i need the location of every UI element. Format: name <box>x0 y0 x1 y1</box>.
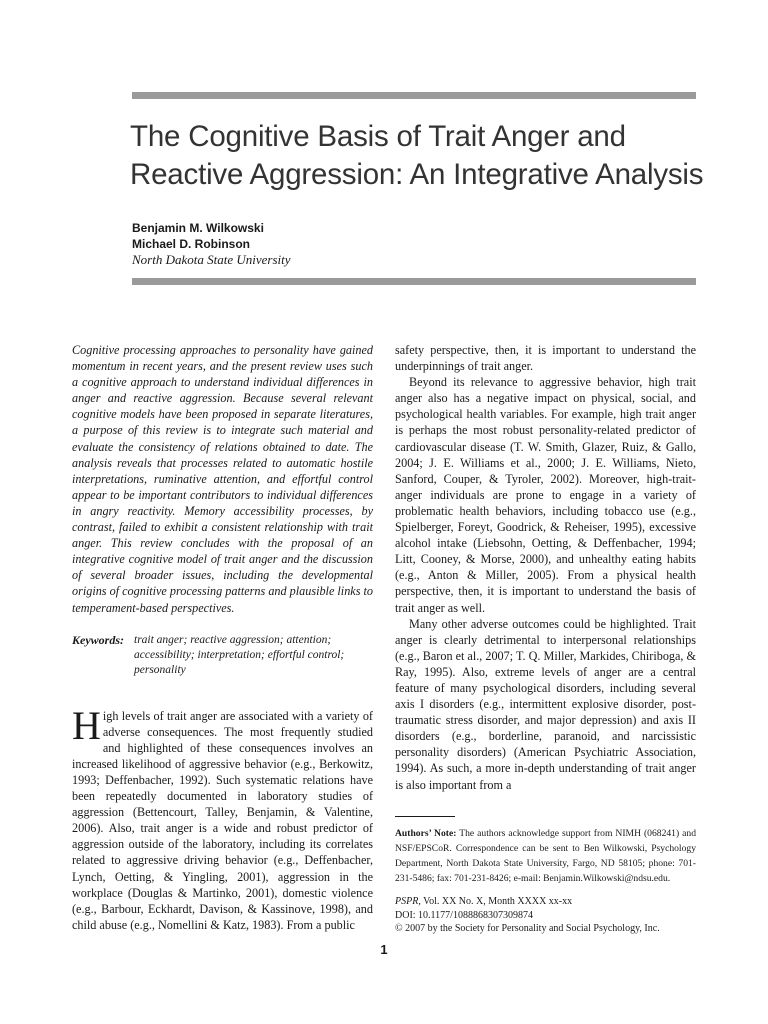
author-block <box>132 220 291 268</box>
author-name: Benjamin M. Wilkowski <box>132 221 264 235</box>
authors-note-label: Authors’ Note: <box>395 827 457 839</box>
page-number: 1 <box>380 942 388 957</box>
journal-volume: , Vol. XX No. X, Month XXXX xx-xx <box>418 896 573 908</box>
intro-text: igh levels of trait anger are associated with a variety of adverse consequences. The most frequently studied and highlighted of these consequences involves an increased likelihood of aggressive behavior (e.g., Berkowitz, 1993; Deffenbacher, 1992). Such systematic relations have been repeatedly documented in laboratory studies of aggression (Bettencourt, Talley, Benjamin, & Valentine, 2006). Also, trait anger is a wide and robust predictor of aggression outside of the laboratory, including its correlates related to aggressive driving behavior (e.g., Deffenbacher, Lynch, Oetting, & Yingling, 2001), aggression in the workplace (Douglas & Martinko, 2001), domestic violence (e.g., Barbour, Eckhardt, Davison, & Kassinove, 1998), and child abuse (e.g., Nomellini & Katz, 1983). From a public <box>72 708 373 932</box>
right-column <box>395 342 696 936</box>
top-rule <box>132 92 696 99</box>
affiliation: North Dakota State University <box>132 252 291 267</box>
abstract: Cognitive processing approaches to personality have gained momentum in recent years, and the present review uses such a cognitive approach to understand individual differences in anger and reactive aggression. Because several relevant cognitive models have been proposed in separate literatures, a purpose of this review is to integrate such material and evaluate the consistency of relations obtained to date. The analysis reveals that processes related to automatic hostile interpretations, ruminative attention, and effortful control appear to be important contributors to individual differences in angry reactivity. Memory accessibility processes, by contrast, failed to exhibit a consistent relationship with trait anger. This review concludes with the proposal of an integrative cognitive model of trait anger and the discussion of several broader issues, including the developmental origins of cognitive processing patterns and plausible links to temperament-based perspectives. <box>72 343 373 615</box>
keywords-list: trait anger; reactive aggression; attention; accessibility; interpretation; effortful control; personality <box>134 633 345 676</box>
publication-info <box>395 895 696 936</box>
authors-note <box>395 826 696 887</box>
keywords-label: Keywords: <box>72 632 124 647</box>
body-paragraph: Beyond its relevance to aggressive behavior, high trait anger also has a negative impact on physical, social, and psychological health variables. For example, high trait anger is perhaps the most robust personality-related predictor of cardiovascular disease (T. W. Smith, Glazer, Ruiz, & Gallo, 2004; J. E. Williams et al., 2000; J. E. Williams, Nieto, Sanford, Couper, & Tyroler, 2002). Moreover, high-trait-anger individuals are prone to engage in a variety of problematic health behaviors, including tobacco use (e.g., Spielberger, Foreyt, Goodrick, & Reheiser, 1995), excessive alcohol intake (Liebsohn, Oetting, & Deffenbacher, 1994; Litt, Cooney, & Morse, 2000), and unhealthy eating habits (e.g., Anton & Miller, 2005). From a physical health perspective, then, it is important to understand the basis of trait anger as well. <box>395 375 696 615</box>
copyright: © 2007 by the Society for Personality and Social Psychology, Inc. <box>395 923 660 935</box>
body-paragraph: Many other adverse outcomes could be highlighted. Trait anger is clearly detrimental to interpersonal relationships (e.g., Baron et al., 2007; T. Q. Miller, Markides, Chiriboga, & Ray, 1995). Also, extreme levels of anger are a central feature of many psychological disorders, including several axis I disorders (e.g., intermittent explosive disorder, post-traumatic stress disorder, and major depression) and axis II disorders (e.g., borderline, paranoid, and narcissistic personality disorders) (American Psychiatric Association, 1994). As such, a more in-depth understanding of trait anger is also important from a <box>395 616 696 792</box>
journal-citation <box>395 895 696 909</box>
drop-cap: H <box>72 702 101 748</box>
footnote-rule <box>395 816 455 817</box>
body-paragraph: safety perspective, then, it is important to understand the underpinnings of trait anger. <box>395 343 696 374</box>
authors-note-text: The authors acknowledge support from NIMH (068241) and NSF/EPSCoR. Correspondence can be sent to Ben Wilkowski, Psychology Department, North Dakota State University, Fargo, ND 58105; phone: 701-231-5486; fax: 701-231-8426; e-mail: Benjamin.Wilkowski@ndsu.edu. <box>395 827 697 885</box>
left-column <box>72 342 373 933</box>
keywords <box>72 633 373 678</box>
journal-name: PSPR <box>395 896 419 908</box>
doi: DOI: 10.1177/1088868307309874 <box>395 909 533 921</box>
header-rule <box>132 278 696 285</box>
paper-title: The Cognitive Basis of Trait Anger and Reactive Aggression: An Integrative Analysis <box>130 120 704 191</box>
intro-paragraph <box>72 702 373 933</box>
author-name: Michael D. Robinson <box>132 237 251 251</box>
